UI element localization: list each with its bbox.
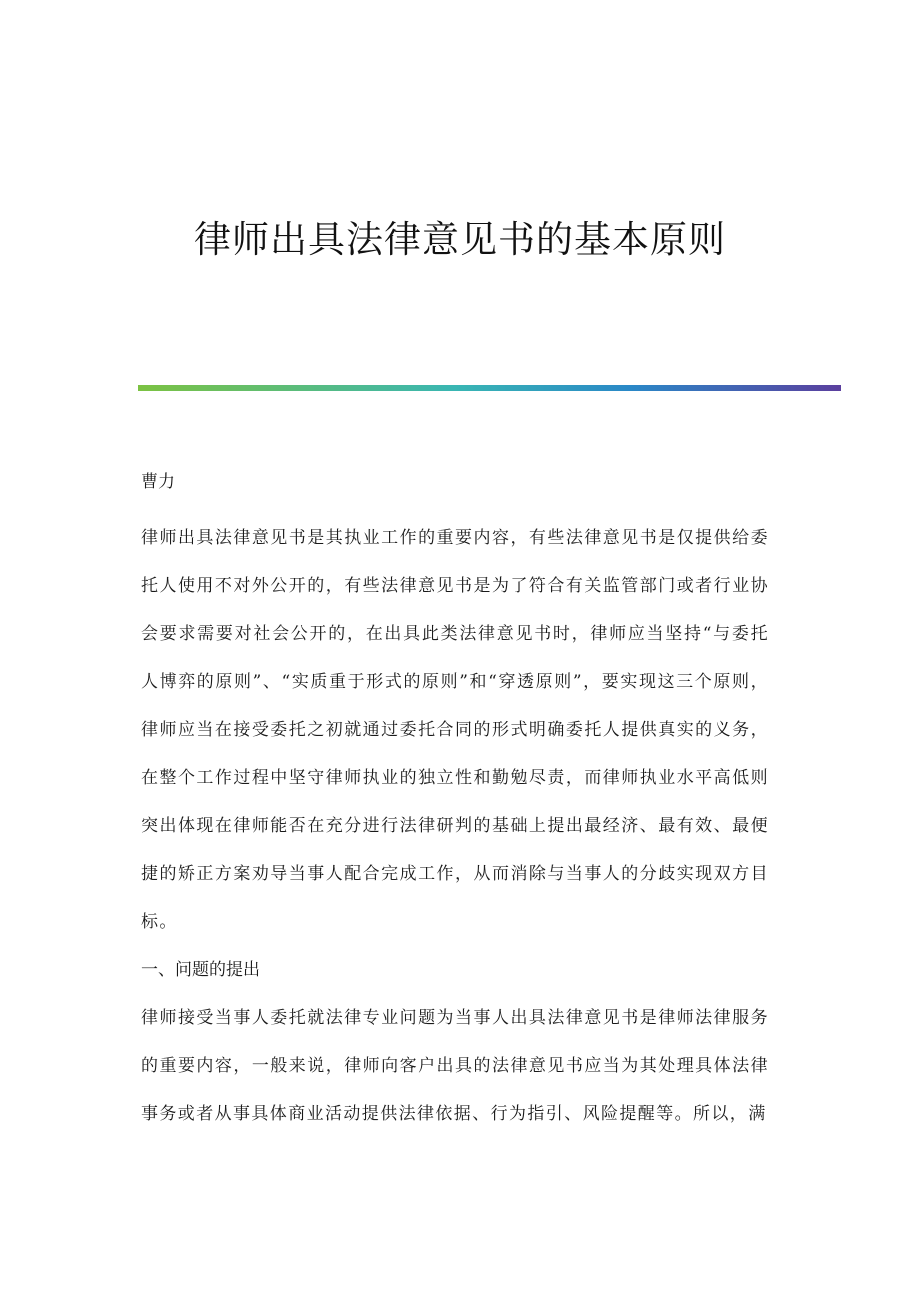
section-heading: 一、问题的提出 [141, 960, 260, 980]
paragraph-section-1: 律师接受当事人委托就法律专业问题为当事人出具法律意见书是律师法律服务的重要内容，一般来说，律师向客户出具的法律意见书应当为其处理具体法律事务或者从事具体商业活动提供法律依据、行为指引、风险提醒等。所以，满 [141, 1008, 769, 1124]
document-title: 律师出具法律意见书的基本原则 [194, 218, 726, 261]
title-divider [138, 385, 841, 391]
author-name: 曹力 [141, 472, 175, 492]
document-body [141, 464, 769, 1138]
paragraph-intro: 律师出具法律意见书是其执业工作的重要内容，有些法律意见书是仅提供给委托人使用不对外公开的，有些法律意见书是为了符合有关监管部门或者行业协会要求需要对社会公开的，在出具此类法律意见书时，律师应当坚持“与委托人博弈的原则”、“实质重于形式的原则”和“穿透原则”，要实现这三个原则，律师应当在接受委托之初就通过委托合同的形式明确委托人提供真实的义务，在整个工作过程中坚守律师执业的独立性和勤勉尽责，而律师执业水平高低则突出体现在律师能否在充分进行法律研判的基础上提出最经济、最有效、最便捷的矫正方案劝导当事人配合完成工作，从而消除与当事人的分歧实现双方目标。 [141, 528, 769, 932]
